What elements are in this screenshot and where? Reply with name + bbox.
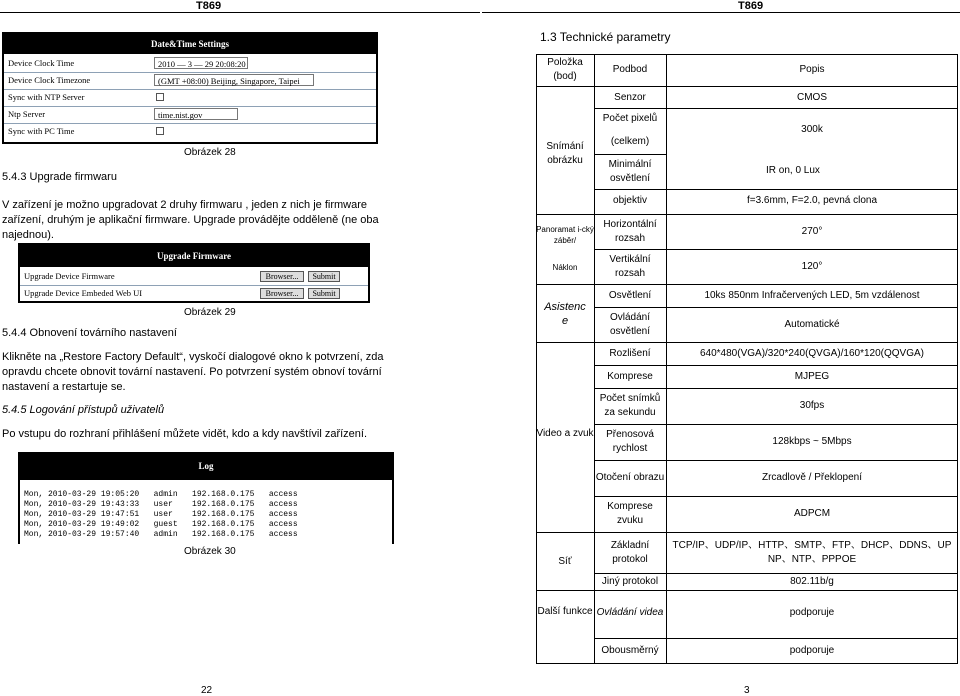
settings-row [4,56,376,73]
row-subitem: Otočení obrazu [595,472,665,483]
log-row: Mon, 2010-03-29 19:57:40 admin 192.168.0.175 access [24,530,298,539]
log-row: Mon, 2010-03-29 19:47:51 user 192.168.0.175 access [24,510,298,519]
row-value: 270° [801,226,823,237]
row-subitem: (celkem) [610,136,650,147]
row-label: Device Clock Timezone [8,75,91,85]
settings-row [4,124,376,140]
timezone-select[interactable]: (GMT +08:00) Beijing, Singapore, Taipei [154,74,314,86]
row-subitem: Komprese zvuku [607,501,653,526]
row-subitem: Počet snímků za sekundu [599,393,661,418]
group-label: Panoramat i-cký záběr/ [536,225,594,245]
row-subitem: Osvětlení [608,290,652,301]
panel-title: Upgrade Firmware [20,245,368,267]
section-text: Klikněte na „Restore Factory Default“, vyskočí dialogové okno k potvrzení, zda opravdu chcete obnovit tovární nastavení. Po potvrzení systém obnoví tovární nastavení a restartuje se. [2,351,384,393]
header-rule-left [0,12,480,13]
row-value: TCP/IP、UDP/IP、HTTP、SMTP、FTP、DHCP、DDNS、UP NP、NTP、PPPOE [672,540,952,565]
submit-button[interactable]: Submit [308,288,340,299]
row-value: IR on, 0 Lux [766,165,820,176]
header-item: Položka (bod) [547,57,583,82]
row-label: Sync with PC Time [8,126,75,136]
header-rule-right [482,12,960,13]
section-heading: 5.4.4 Obnovení továrního nastavení [2,327,177,339]
section-heading: 5.4.3 Upgrade firmwaru [2,171,117,183]
row-label: Upgrade Device Embeded Web UI [24,288,143,298]
log-table [24,490,298,540]
row-subitem: Počet pixelů [602,113,658,124]
row-subitem: Rozlišení [609,348,651,359]
settings-row [4,107,376,124]
log-row: Mon, 2010-03-29 19:05:20 admin 192.168.0.175 access [24,490,298,499]
group-label: Video a zvuk [536,428,594,439]
row-subitem: Základní protokol [610,540,650,565]
submit-button[interactable]: Submit [308,271,340,282]
header-subitem: Podbod [612,64,648,75]
row-value: 30fps [799,400,825,411]
row-value: 300k [801,124,823,135]
group-label: Snímání obrázku [546,141,584,166]
figure-caption: Obrázek 28 [184,147,236,158]
row-subitem: Jiný protokol [601,576,659,587]
clock-time-field[interactable]: 2010 — 3 — 29 20:08:20 [154,57,248,69]
row-subitem: Minimální osvětlení [608,159,652,184]
page-number-left: 22 [201,685,213,696]
upgrade-row [20,286,368,302]
section-heading: 1.3 Technické parametry [540,30,671,44]
row-label: Sync with NTP Server [8,92,85,102]
row-subitem: Komprese [607,371,653,382]
row-label: Upgrade Device Firmware [24,271,115,281]
row-subitem: Horizontální rozsah [603,219,657,244]
section-heading: 5.4.5 Logování přístupů uživatelů [2,404,165,416]
row-subitem: Senzor [614,91,646,103]
row-value: MJPEG [794,371,830,382]
row-value: ADPCM [793,508,831,519]
row-value: f=3.6mm, F=2.0, pevná clona [746,195,878,206]
panel-title: Log [20,454,392,480]
row-label: Ntp Server [8,109,46,119]
row-value: 802.11b/g [790,576,834,587]
figure-caption: Obrázek 30 [184,546,236,557]
ntp-sync-checkbox[interactable] [156,93,164,101]
row-subitem: Vertikální rozsah [609,254,651,279]
upgrade-firmware-panel [18,243,370,303]
header-right: T869 [738,0,764,12]
row-value: 10ks 850nm Infračervených LED, 5m vzdálenost [704,290,920,301]
row-value: podporuje [789,607,835,618]
browse-button[interactable]: Browser... [260,271,304,282]
row-label: Device Clock Time [8,58,75,68]
figure-caption: Obrázek 29 [184,307,236,318]
ntp-server-field[interactable]: time.nist.gov [154,108,238,120]
row-subitem: Obousměrný [601,645,659,656]
datetime-settings-panel [2,32,378,144]
browse-button[interactable]: Browser... [260,288,304,299]
row-value: CMOS [797,91,827,103]
row-value: 128kbps ~ 5Mbps [772,436,852,447]
upgrade-row [20,269,368,286]
row-subitem: objektiv [613,195,647,206]
tech-params-table [536,54,958,664]
panel-title: Date&Time Settings [4,34,376,54]
group-label: Síť [558,556,572,567]
row-value: 640*480(VGA)/320*240(QVGA)/160*120(QQVGA) [699,348,924,359]
page-number-right: 3 [744,685,750,696]
row-value: Automatické [784,319,840,330]
section-text: Po vstupu do rozhraní přihlášení můžete vidět, kdo a kdy navštívil zařízení. [2,428,368,440]
log-panel [18,452,394,544]
row-subitem: Ovládání videa [596,607,664,618]
section-text: V zařízení je možno upgradovat 2 druhy firmwaru , jeden z nich je firmware zařízení, druhým je aplikační firmware. Upgrade provádějte odděleně (ne oba najednou). [2,199,379,241]
header-left: T869 [196,0,222,12]
pc-sync-checkbox[interactable] [156,127,164,135]
row-value: Zrcadlově / Překlopení [761,472,863,483]
group-label: Náklon [552,263,578,272]
row-subitem: Ovládání osvětlení [609,312,651,337]
settings-row [4,90,376,107]
group-label: Další funkce [537,606,593,617]
row-value: 120° [801,261,823,272]
row-subitem: Přenosová rychlost [606,429,654,454]
log-row: Mon, 2010-03-29 19:49:02 guest 192.168.0.175 access [24,520,298,529]
settings-row [4,73,376,90]
header-description: Popis [799,64,825,75]
log-row: Mon, 2010-03-29 19:43:33 user 192.168.0.175 access [24,500,298,509]
row-value: podporuje [789,645,835,656]
group-label: Asistenc e [544,301,586,327]
